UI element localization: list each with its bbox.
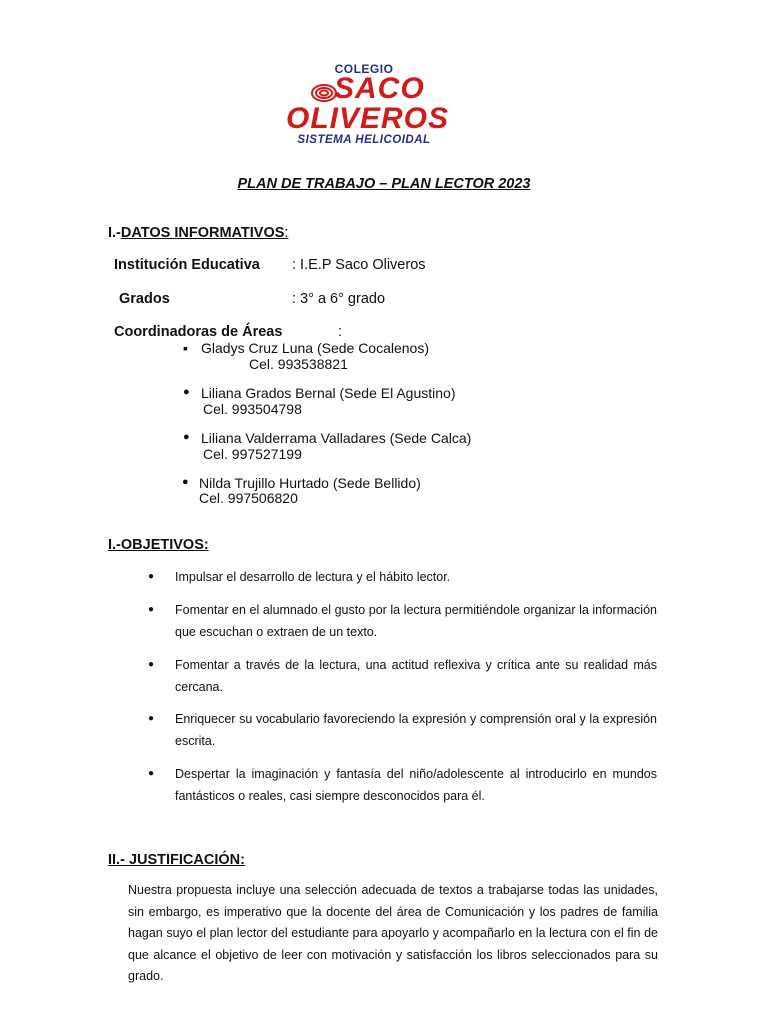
coordinators-colon: : <box>338 324 343 340</box>
section-heading-text: DATOS INFORMATIVOS <box>120 225 285 241</box>
objective-item: Fomentar en el alumnado el gusto por la lectura permitiéndole organizar la información que escuchan o extraen de un texto. <box>175 603 657 639</box>
coordinators-label: Coordinadoras de Áreas <box>114 324 283 340</box>
coordinator-bullet: ▪ <box>183 340 188 356</box>
section-justificacion-heading: II.- JUSTIFICACIÓN: <box>108 852 245 868</box>
objective-bullet: ● <box>148 604 155 615</box>
coordinator-phone: Cel. 993538821 <box>249 356 348 372</box>
objective-item: Despertar la imaginación y fantasía del niño/adolescente al introducirlo en mundos fantásticos o reales, casi siempre desconocidos para él. <box>175 767 657 803</box>
objective-bullet: ● <box>148 768 155 779</box>
objective-item: Impulsar el desarrollo de lectura y el hábito lector. <box>175 570 451 584</box>
logo-line-oliveros: OLIVEROS <box>286 102 450 135</box>
grades-label: Grados <box>119 291 170 307</box>
coordinator-name: Nilda Trujillo Hurtado (Sede Bellido) <box>199 475 421 491</box>
institution-label: Institución Educativa <box>114 257 260 273</box>
coordinator-name: Liliana Grados Bernal (Sede El Agustino) <box>201 385 456 401</box>
school-logo <box>286 60 450 148</box>
grades-value: : 3° a 6° grado <box>292 291 386 307</box>
coordinator-bullet: ● <box>183 386 190 398</box>
objective-item: Enriquecer su vocabulario favoreciendo la expresión y comprensión oral y la expresión escrita. <box>175 712 657 748</box>
section-datos-heading <box>108 225 288 241</box>
coordinator-bullet: ● <box>182 476 189 488</box>
coordinator-phone: Cel. 997506820 <box>199 490 298 506</box>
section-heading-colon: : <box>284 225 289 241</box>
objective-bullet: ● <box>148 713 155 724</box>
coordinator-phone: Cel. 993504798 <box>203 401 302 417</box>
section-objetivos-heading: I.-OBJETIVOS: <box>108 537 209 553</box>
logo-line-sistema: SISTEMA HELICOIDAL <box>297 134 431 146</box>
logo-line-saco: SACO <box>334 72 425 105</box>
section-number: I.- <box>108 225 121 241</box>
coordinator-phone: Cel. 997527199 <box>203 446 302 462</box>
objective-bullet: ● <box>148 571 155 582</box>
objective-item: Fomentar a través de la lectura, una actitud reflexiva y crítica ante su realidad más cercana. <box>175 658 657 694</box>
coordinator-name: Liliana Valderrama Valladares (Sede Calca) <box>201 430 472 446</box>
objective-bullet: ● <box>148 659 155 670</box>
logo-line-colegio: COLEGIO <box>334 62 394 76</box>
coordinator-bullet: ● <box>183 431 190 443</box>
document-title: PLAN DE TRABAJO – PLAN LECTOR 2023 <box>237 176 531 192</box>
justification-paragraph: Nuestra propuesta incluye una selección adecuada de textos a trabajarse todas las unidades, sin embargo, es imperativo que la docente del área de Comunicación y los padres de familia hagan suyo el plan lector del estudiante para apoyarlo y acompañarlo en la lectura con el fin de que alcance el objetivo de leer con motivación y satisfacción los libros seleccionados para su grado. <box>128 883 658 983</box>
institution-value: : I.E.P Saco Oliveros <box>292 257 426 273</box>
coordinator-name: Gladys Cruz Luna (Sede Cocalenos) <box>201 340 430 356</box>
